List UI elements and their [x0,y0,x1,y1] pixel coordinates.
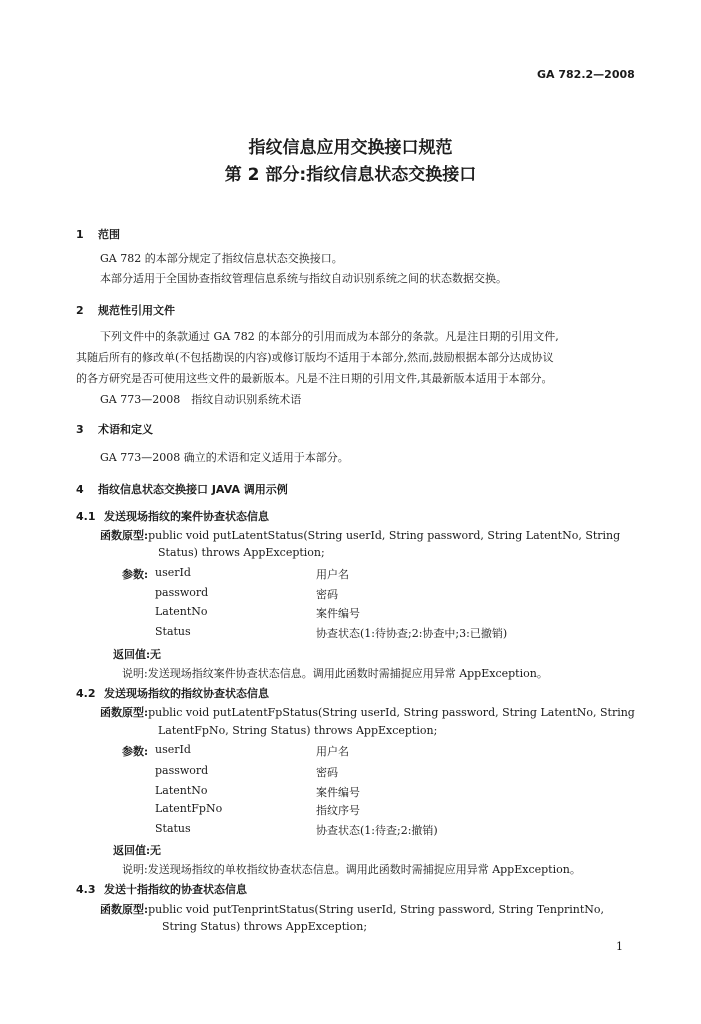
section-4-1-prototype-line-2: Status) throws AppException; [158,546,325,559]
section-4-2-note: 说明:发送现场指纹的单枚指纹协查状态信息。调用此函数时需捕捉应用异常 AppException。 [122,863,581,876]
section-4-1-param-name: Status [155,625,191,638]
section-4-2-param-name: userId [155,743,191,756]
section-2-heading: 2 规范性引用文件 [76,304,175,317]
title-line-1: 指纹信息应用交换接口规范 [248,138,453,158]
section-4-3-prototype-line-2: String Status) throws AppException; [162,920,368,933]
section-4-3-prototype-line-1: 函数原型:public void putTenprintStatus(String userId, String password, String TenprintNo, [100,903,605,916]
section-3-para: GA 773—2008 确立的术语和定义适用于本部分。 [100,451,349,464]
document-id: GA 782.2—2008 [537,68,635,81]
section-4-2-param-desc: 案件编号 [316,786,360,799]
section-4-2-prototype-line-1: 函数原型:public void putLatentFpStatus(String userId, String password, String LatentNo, String [100,706,635,719]
section-4-2-param-desc: 协查状态(1:待查;2:撤销) [316,824,438,837]
section-4-1-param-desc: 协查状态(1:待协查;2:协查中;3:已撤销) [316,627,508,640]
section-2-reference: GA 773—2008 指纹自动识别系统术语 [100,393,302,406]
section-4-1-note: 说明:发送现场指纹案件协查状态信息。调用此函数时需捕捉应用异常 AppException。 [122,667,548,680]
section-1-para-2: 本部分适用于全国协查指纹管理信息系统与指纹自动识别系统之间的状态数据交换。 [100,272,507,285]
section-4-2-param-name: LatentFpNo [155,802,223,815]
section-4-1-param-desc: 密码 [316,588,338,601]
section-4-1-prototype-line-1: 函数原型:public void putLatentStatus(String userId, String password, String LatentNo, String [100,529,621,542]
section-4-2-param-name: password [155,764,209,777]
page-number: 1 [616,940,623,953]
section-4-1-param-name: userId [155,566,191,579]
section-4-3-heading: 4.3 发送十指指纹的协查状态信息 [76,883,247,896]
section-4-2-param-name: LatentNo [155,784,208,797]
title-line-2: 第 2 部分:指纹信息状态交换接口 [224,165,477,185]
section-1-heading: 1 范围 [76,228,120,241]
section-4-2-param-desc: 密码 [316,766,338,779]
section-4-1-return: 返回值:无 [113,648,162,661]
section-4-2-return: 返回值:无 [113,844,162,857]
section-4-1-param-name: password [155,586,209,599]
section-2-para-line-1: 下列文件中的条款通过 GA 782 的本部分的引用而成为本部分的条款。凡是注日期的引用文件, [100,330,559,343]
section-2-para-line-2: 其随后所有的修改单(不包括勘误的内容)或修订版均不适用于本部分,然而,鼓励根据本部分达成协议 [76,351,554,364]
section-4-2-param-desc: 指纹序号 [316,804,360,817]
section-4-1-params-label: 参数: [122,568,149,581]
section-4-2-param-name: Status [155,822,191,835]
section-1-para-1: GA 782 的本部分规定了指纹信息状态交换接口。 [100,252,343,265]
section-4-2-params-label: 参数: [122,745,149,758]
section-4-1-param-desc: 用户名 [316,568,349,581]
section-4-1-param-name: LatentNo [155,605,208,618]
section-4-1-param-desc: 案件编号 [316,607,360,620]
section-2-para-line-3: 的各方研究是否可使用这些文件的最新版本。凡是不注日期的引用文件,其最新版本适用于本部分。 [76,372,553,385]
section-4-2-prototype-line-2: LatentFpNo, String Status) throws AppException; [158,724,438,737]
section-4-1-heading: 4.1 发送现场指纹的案件协查状态信息 [76,510,269,523]
section-4-2-param-desc: 用户名 [316,745,349,758]
section-4-2-heading: 4.2 发送现场指纹的指纹协查状态信息 [76,687,269,700]
section-3-heading: 3 术语和定义 [76,423,153,436]
section-4-heading: 4 指纹信息状态交换接口 JAVA 调用示例 [76,483,288,496]
